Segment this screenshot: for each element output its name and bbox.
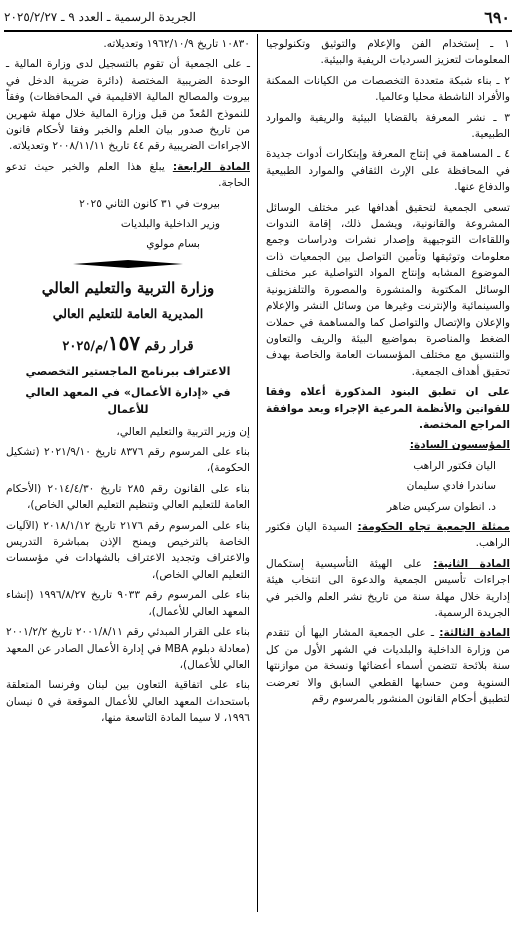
recital: بناء على المرسوم رقم ٨٣٧٦ تاريخ ٢٠٢١/٩/١٠ (تشكيل الحكومة)،	[6, 446, 250, 475]
article-four	[6, 159, 250, 192]
diamond-rule-icon	[73, 259, 183, 269]
column-divider	[257, 34, 258, 912]
article-two-label: المادة الثانية:	[433, 557, 510, 570]
page-header	[4, 6, 512, 28]
recital: بناء على المرسوم رقم ٩٠٣٣ تاريخ ١٩٩٦/٨/٢٧ (إنشاء المعهد العالي للأعمال)،	[6, 589, 250, 618]
condition-paragraph: على ان تطبق البنود المذكورة أعلاه وفقا للقوانين والأنظمة المرعية الإجراء وبعد موافقة المراجع المختصة.	[266, 386, 510, 431]
objective-item: ١ ـ إستخدام الفن والإعلام والتوثيق وتكنولوجيا المعلومات لتعزيز السرديات الريفية والبيئية.	[266, 38, 510, 67]
article-two	[266, 556, 510, 622]
article-two-text: على الهيئة التأسيسية إستكمال اجراءات تأسيس الجمعية والدعوة الى انتخاب هيئة إدارية خلال مهلة سنة من تاريخ نشر العلم والخبر في الجريدة الرسمية.	[266, 557, 510, 619]
article-three-label: المادة الثالثة:	[439, 627, 510, 640]
header-rule	[4, 30, 512, 32]
representative-name: السيدة اليان فكتور الراهب.	[266, 520, 510, 550]
article-three	[266, 625, 510, 707]
objective-item: ٤ ـ المساهمة في إنتاج المعرفة وإبتكارات أدوات جديدة في المحافظة على الإرث الثقافي والموارد الطبيعية والدفاع عنها.	[266, 148, 510, 194]
subject-line: في «إدارة الأعمال» في المعهد العالي للأعمال	[25, 385, 231, 416]
founder-name: ساندرا فادي سليمان	[406, 480, 496, 493]
decision-heading	[6, 328, 250, 359]
representative-paragraph	[266, 519, 510, 552]
place-date: بيروت في ٣١ كانون الثاني ٢٠٢٥	[79, 197, 220, 210]
founder-name: اليان فكتور الراهب	[413, 459, 496, 472]
article-four-label: المادة الرابعة:	[172, 160, 250, 173]
recital: بناء على المرسوم رقم ٢١٧٦ تاريخ ٢٠١٨/١/١٢ (الآليات الخاصة بالترخيص ويمنح الإذن بمباشرة التدريس والاعتراف وتجديد الاعتراف بالشهادات في مؤسسات التعليم العالي الخاص)،	[6, 519, 250, 581]
minister-title: وزير الداخلية والبلديات	[120, 218, 220, 231]
article-three-text: ـ على الجمعية المشار اليها أن تتقدم من وزارة الداخلية والبلديات في الشهر الأول من كل سنة بلائحة تتضمن أسماء أعضائها ونسخة من موازنتها السنوية ومن حسابها القطعي السابق والا تعرضت لتطبيق أحكام القانون المنشور بالمرسوم رقم	[266, 627, 510, 706]
intro-line: إن وزير التربية والتعليم العالي،	[116, 425, 250, 438]
page-number: ٦٩٠	[484, 7, 510, 27]
objective-item: ٢ ـ بناء شبكة متعددة التخصصات من الكيانات الممكنة والأفراد الناشطة محليا وعالميا.	[266, 74, 510, 104]
recital: بناء على اتفاقية التعاون بين لبنان وفرنسا المتعلقة باستحداث المعهد العالي للأعمال الموقعة في ٥ نيسان ١٩٩٦، لا سيما المادة التاسعة منها،	[6, 679, 250, 725]
decision-number: ١٥٧	[107, 330, 141, 355]
section-separator	[6, 259, 250, 269]
directorate-heading: المديرية العامة للتعليم العالي	[52, 306, 204, 322]
representative-label: ممثلة الجمعية تجاه الحكومة:	[357, 520, 510, 533]
recital: بناء على القرار المبدئي رقم ٢٠٠١/٨/١١ تاريخ ٢٠٠١/٢/٢ (معادلة دبلوم MBA في إدارة الأعمال الصادر عن المعهد العالي للأعمال)،	[6, 626, 250, 671]
left-column	[6, 36, 250, 731]
objective-item: ٣ ـ نشر المعرفة بالقضايا البيئية والريفية والموارد الطبيعية.	[266, 111, 510, 141]
founders-heading: المؤسسون السادة:	[409, 439, 510, 452]
decision-suffix: /م/٢٠٢٥	[62, 338, 108, 354]
subject-line: الاعتراف ببرنامج الماجستير التخصصي	[25, 364, 231, 378]
recital: بناء على القانون رقم ٢٨٥ تاريخ ٢٠١٤/٤/٣٠ (الأحكام العامة للتعليم العالي وتنظيم التعليم العالي الخاص)،	[6, 482, 250, 512]
founder-name: د. انطوان سركيس ضاهر	[386, 500, 496, 513]
right-column	[266, 36, 510, 711]
tax-registration-paragraph: ـ على الجمعية أن تقوم بالتسجيل لدى وزارة المالية ـ الوحدة الضريبية المختصة (دائرة ضريبة الدخل في بيروت والمصالح المالية الاقليمية في المحافظات) وفقاً للنموذج المُعدّ من قبل وزارة المالية خلال مهلة شهرين من تاريخ صدور بيان العلم والخبر وفقا لأحكام قانون الاجراءات الضريبية رقم ٤٤ تاريخ ٢٠٠٨/١١/١١ وتعديلاته.	[6, 58, 250, 153]
ministry-heading: وزارة التربية والتعليم العالي	[41, 278, 215, 297]
gazette-title: الجريدة الرسمية ـ العدد ٩ ـ ٢٠٢٥/٢/٢٧	[4, 10, 196, 24]
article-four-text: يبلغ هذا العلم والخبر حيث تدعو الحاجة.	[6, 160, 250, 190]
decision-prefix: قرار رقم	[144, 338, 194, 354]
means-paragraph: تسعى الجمعية لتحقيق أهدافها عبر مختلف الوسائل المشروعة والقانونية، ويشمل ذلك، إقامة الندوات واللقاءات التوجيهية وإصدار نشرات ودراسات وجمع معلومات وتوثيقها وتأمين التواصل بين الجمعيات ذات الموضوع المشابه وإنتاج المواد التواصلية عبر مختلف الوسائل المكتوبة والمنشورة والمصورة والتلفزيونية والسينمائية والإنترنت وغيرها من وسائل النشر والإعلام والإعلان والإتصال والتواصل كما والمساهمة في حملات الضغط والمناصرة بمواضيع البيئة والريف والتعاون والتنسيق مع مختلف المؤسسات العامة والخاصة بهدف تحقيق أهداف الجمعية.	[266, 201, 510, 378]
decree-continuation: ١٠٨٣٠ تاريخ ١٩٦٢/١٠/٩ وتعديلاته.	[103, 38, 250, 50]
minister-name: بسام مولوي	[146, 238, 200, 251]
